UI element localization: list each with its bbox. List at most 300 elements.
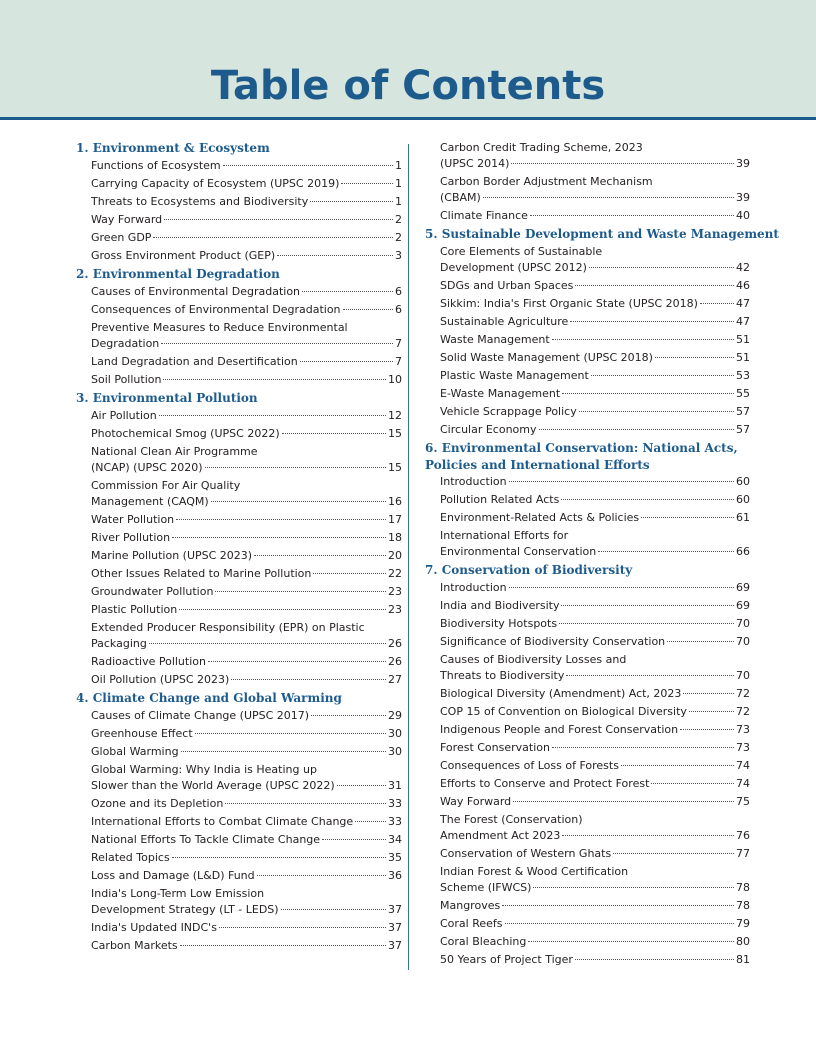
dot-leader	[613, 853, 734, 854]
dot-leader	[579, 411, 734, 412]
toc-entry[interactable]	[76, 354, 402, 372]
toc-entry-title: Packaging	[91, 637, 147, 650]
toc-entry[interactable]	[425, 404, 750, 422]
toc-entry-row	[91, 726, 402, 742]
page-number: 1	[395, 159, 402, 172]
dot-leader	[509, 481, 734, 482]
toc-entry-row	[440, 332, 750, 348]
section-heading-text: 7. Conservation of Biodiversity	[425, 563, 633, 577]
dot-leader	[689, 711, 734, 712]
toc-entry-row	[91, 230, 402, 246]
page-number: 51	[736, 351, 750, 364]
toc-entry-title: Conservation of Western Ghats	[440, 847, 612, 860]
page-number: 69	[736, 581, 750, 594]
toc-entry[interactable]	[76, 212, 402, 230]
toc-entry[interactable]	[425, 510, 750, 528]
page-number: 23	[388, 585, 402, 598]
toc-entry-row	[91, 636, 402, 652]
toc-entry[interactable]	[76, 176, 402, 194]
toc-entry[interactable]	[425, 528, 750, 562]
toc-entry[interactable]	[425, 332, 750, 350]
dot-leader	[181, 751, 386, 752]
toc-entry[interactable]	[425, 386, 750, 404]
toc-entry-row	[91, 920, 402, 936]
page-number: 33	[388, 815, 402, 828]
page-number: 53	[736, 369, 750, 382]
page-number: 10	[388, 373, 402, 386]
toc-entry[interactable]	[76, 230, 402, 248]
toc-entry[interactable]	[425, 174, 750, 208]
toc-entry-title: Significance of Biodiversity Conservation	[440, 635, 666, 648]
toc-entry-row	[91, 850, 402, 866]
page-number: 2	[395, 213, 402, 226]
toc-entry-title: Photochemical Smog (UPSC 2022)	[91, 427, 280, 440]
page-number: 30	[388, 745, 402, 758]
toc-entry[interactable]	[76, 672, 402, 690]
toc-entry[interactable]	[425, 686, 750, 704]
toc-entry-row	[91, 284, 402, 300]
toc-entry-title: Threats to Ecosystems and Biodiversity	[91, 195, 309, 208]
toc-entry-title: Gross Environment Product (GEP)	[91, 249, 276, 262]
toc-entry-title: Marine Pollution (UPSC 2023)	[91, 549, 253, 562]
dot-leader	[559, 623, 734, 624]
dot-leader	[505, 923, 734, 924]
toc-entry-row	[91, 302, 402, 318]
dot-leader	[159, 415, 386, 416]
dot-leader	[591, 375, 734, 376]
toc-entry-row	[440, 704, 750, 720]
section-heading	[76, 140, 402, 158]
toc-entry-row	[91, 938, 402, 954]
toc-entry[interactable]	[425, 846, 750, 864]
toc-entry[interactable]	[76, 194, 402, 212]
column-divider	[408, 144, 409, 970]
toc-entry-title: Indigenous People and Forest Conservation	[440, 723, 679, 736]
toc-entry[interactable]	[425, 422, 750, 440]
toc-entry-line1: National Clean Air Programme	[91, 445, 258, 458]
toc-entry[interactable]	[76, 444, 402, 478]
toc-entry-title: Oil Pollution (UPSC 2023)	[91, 673, 230, 686]
dot-leader	[172, 537, 386, 538]
page-number: 3	[395, 249, 402, 262]
toc-entry[interactable]	[425, 314, 750, 332]
toc-entry[interactable]	[425, 864, 750, 898]
dot-leader	[277, 255, 393, 256]
section-heading	[425, 562, 750, 580]
page-number: 73	[736, 741, 750, 754]
dot-leader	[561, 499, 734, 500]
toc-entry[interactable]	[76, 814, 402, 832]
toc-entry-title: Coral Bleaching	[440, 935, 527, 948]
toc-entry-title: Soil Pollution	[91, 373, 162, 386]
toc-entry-line1: India's Long-Term Low Emission	[91, 887, 265, 900]
dot-leader	[562, 835, 734, 836]
page-number: 61	[736, 511, 750, 524]
toc-entry-title: Solid Waste Management (UPSC 2018)	[440, 351, 653, 364]
toc-entry[interactable]	[76, 158, 402, 176]
page-number: 37	[388, 939, 402, 952]
toc-entry[interactable]	[425, 634, 750, 652]
toc-entry-line1: Preventive Measures to Reduce Environmental	[91, 321, 348, 334]
section-heading-text: 4. Climate Change and Global Warming	[76, 691, 342, 705]
toc-entry[interactable]	[425, 296, 750, 314]
toc-entry-row	[91, 426, 402, 442]
toc-entry-row	[440, 278, 750, 294]
toc-entry-title: Threats to Biodiversity	[440, 669, 565, 682]
toc-entry[interactable]	[425, 952, 750, 970]
page-number: 74	[736, 759, 750, 772]
dot-leader	[164, 219, 393, 220]
toc-entry-row	[440, 880, 750, 896]
toc-entry-title: Forest Conservation	[440, 741, 550, 754]
toc-entry-line1: Commission For Air Quality	[91, 479, 241, 492]
dot-leader	[179, 609, 386, 610]
toc-entry-title: Coral Reefs	[440, 917, 503, 930]
dot-leader	[552, 339, 734, 340]
toc-entry-row	[440, 740, 750, 756]
toc-entry-row	[440, 668, 750, 684]
toc-entry-title: Management (CAQM)	[91, 495, 209, 508]
toc-entry-title: Environmental Conservation	[440, 545, 597, 558]
section-heading-text: 3. Environmental Pollution	[76, 391, 258, 405]
toc-entry[interactable]	[76, 938, 402, 956]
page-number: 70	[736, 669, 750, 682]
toc-entry-row	[91, 602, 402, 618]
toc-entry-line1: Causes of Biodiversity Losses and	[440, 653, 627, 666]
page-number: 26	[388, 637, 402, 650]
toc-entry[interactable]	[76, 762, 402, 796]
page-number: 70	[736, 617, 750, 630]
toc-entry[interactable]	[76, 372, 402, 390]
page-number: 7	[395, 355, 402, 368]
toc-entry[interactable]	[425, 208, 750, 226]
toc-entry-row	[440, 208, 750, 224]
toc-entry-row	[91, 672, 402, 688]
page-number: 69	[736, 599, 750, 612]
toc-entry-row	[440, 260, 750, 276]
toc-entry[interactable]	[425, 350, 750, 368]
page-number: 23	[388, 603, 402, 616]
toc-entry-row	[440, 492, 750, 508]
toc-entry[interactable]	[425, 704, 750, 722]
toc-entry[interactable]	[425, 598, 750, 616]
toc-right-column	[425, 140, 779, 970]
page-number: 51	[736, 333, 750, 346]
dot-leader	[180, 945, 386, 946]
page-number: 78	[736, 899, 750, 912]
page-number: 60	[736, 493, 750, 506]
page-number: 33	[388, 797, 402, 810]
toc-entry-title: Water Pollution	[91, 513, 175, 526]
page-number: 76	[736, 829, 750, 842]
dot-leader	[667, 641, 734, 642]
toc-entry-row	[91, 778, 402, 794]
dot-leader	[562, 393, 734, 394]
toc-entry-row	[440, 898, 750, 914]
page-number: 22	[388, 567, 402, 580]
dot-leader	[575, 285, 734, 286]
toc-entry[interactable]	[76, 886, 402, 920]
toc-entry[interactable]	[425, 758, 750, 776]
toc-entry[interactable]	[76, 320, 402, 354]
toc-entry[interactable]	[425, 474, 750, 492]
toc-entry[interactable]	[76, 796, 402, 814]
toc-entry-title: Biological Diversity (Amendment) Act, 2023	[440, 687, 682, 700]
section-heading	[425, 226, 779, 244]
dot-leader	[530, 215, 734, 216]
toc-entry-row	[91, 194, 402, 210]
toc-entry[interactable]	[425, 812, 750, 846]
page-number: 12	[388, 409, 402, 422]
dot-leader	[153, 237, 393, 238]
toc-entry-title: Consequences of Environmental Degradation	[91, 303, 341, 316]
toc-entry-title: Introduction	[440, 581, 507, 594]
toc-entry-title: 50 Years of Project Tiger	[440, 953, 573, 966]
toc-entry-title: Green GDP	[91, 231, 152, 244]
toc-entry-row	[91, 158, 402, 174]
toc-entry-title: Ozone and its Depletion	[91, 797, 224, 810]
toc-entry[interactable]	[425, 580, 750, 598]
toc-entry[interactable]	[76, 850, 402, 868]
page-number: 1	[395, 195, 402, 208]
page-number: 40	[736, 209, 750, 222]
toc-entry-row	[440, 296, 750, 312]
toc-entry-row	[440, 544, 750, 560]
dot-leader	[310, 201, 393, 202]
page-number: 16	[388, 495, 402, 508]
toc-entry-title: Way Forward	[440, 795, 512, 808]
toc-entry[interactable]	[425, 794, 750, 812]
toc-entry-row	[440, 314, 750, 330]
toc-entry-title: Plastic Waste Management	[440, 369, 589, 382]
toc-entry[interactable]	[425, 934, 750, 952]
toc-entry-title: India's Updated INDC's	[91, 921, 217, 934]
dot-leader	[502, 905, 734, 906]
toc-entry[interactable]	[76, 832, 402, 850]
toc-entry-row	[91, 372, 402, 388]
page-number: 80	[736, 935, 750, 948]
toc-entry-row	[91, 868, 402, 884]
toc-entry[interactable]	[76, 868, 402, 886]
toc-entry-title: Introduction	[440, 475, 507, 488]
dot-leader	[161, 343, 393, 344]
page-number: 72	[736, 705, 750, 718]
page-number: 6	[395, 285, 402, 298]
toc-entry-row	[440, 616, 750, 632]
dot-leader	[311, 715, 386, 716]
toc-entry-row	[91, 744, 402, 760]
toc-entry-row	[91, 212, 402, 228]
dot-leader	[589, 267, 734, 268]
page-number: 15	[388, 427, 402, 440]
page-number: 73	[736, 723, 750, 736]
page-number: 46	[736, 279, 750, 292]
toc-entry[interactable]	[425, 740, 750, 758]
page-number: 72	[736, 687, 750, 700]
section-heading-text: 1. Environment & Ecosystem	[76, 141, 270, 155]
page-number: 47	[736, 315, 750, 328]
dot-leader	[223, 165, 393, 166]
toc-entry[interactable]	[425, 492, 750, 510]
toc-entry-row	[91, 460, 402, 476]
dot-leader	[680, 729, 734, 730]
dot-leader	[651, 783, 734, 784]
page-number: 75	[736, 795, 750, 808]
toc-entry-title: Amendment Act 2023	[440, 829, 561, 842]
toc-entry[interactable]	[425, 616, 750, 634]
toc-entry-title: Carbon Markets	[91, 939, 178, 952]
dot-leader	[254, 555, 386, 556]
toc-entry[interactable]	[76, 426, 402, 444]
toc-entry-title: SDGs and Urban Spaces	[440, 279, 574, 292]
toc-entry-title: Way Forward	[91, 213, 163, 226]
dot-leader	[172, 857, 386, 858]
section-heading	[425, 440, 750, 474]
toc-entry[interactable]	[76, 654, 402, 672]
toc-entry-row	[440, 794, 750, 810]
page-number: 57	[736, 423, 750, 436]
toc-entry-line1: Extended Producer Responsibility (EPR) on Plastic	[91, 621, 365, 634]
toc-entry-title: Vehicle Scrappage Policy	[440, 405, 577, 418]
section-heading	[76, 690, 402, 708]
toc-entry[interactable]	[76, 726, 402, 744]
toc-entry-title: (NCAP) (UPSC 2020)	[91, 461, 203, 474]
toc-entry-row	[440, 190, 750, 206]
toc-entry[interactable]	[76, 920, 402, 938]
dot-leader	[231, 679, 386, 680]
toc-entry-title: Global Warming	[91, 745, 179, 758]
page-number: 7	[395, 337, 402, 350]
toc-entry-row	[440, 758, 750, 774]
dot-leader	[176, 519, 386, 520]
page-number: 37	[388, 903, 402, 916]
toc-entry[interactable]	[76, 584, 402, 602]
toc-entry-title: Land Degradation and Desertification	[91, 355, 298, 368]
toc-entry[interactable]	[425, 244, 750, 278]
toc-entry-title: Air Pollution	[91, 409, 157, 422]
dot-leader	[302, 291, 393, 292]
dot-leader	[570, 321, 734, 322]
toc-entry[interactable]	[76, 744, 402, 762]
toc-entry-title: Groundwater Pollution	[91, 585, 214, 598]
toc-entry-line1: The Forest (Conservation)	[440, 813, 583, 826]
toc-entry[interactable]	[425, 140, 750, 174]
toc-entry[interactable]	[76, 408, 402, 426]
page-number: 77	[736, 847, 750, 860]
toc-entry-row	[91, 708, 402, 724]
dot-leader	[566, 675, 734, 676]
page-number: 78	[736, 881, 750, 894]
dot-leader	[300, 361, 393, 362]
toc-entry[interactable]	[425, 776, 750, 794]
page-number: 39	[736, 157, 750, 170]
page-number: 39	[736, 191, 750, 204]
section-heading-text: 2. Environmental Degradation	[76, 267, 280, 281]
page-number: 27	[388, 673, 402, 686]
dot-leader	[149, 643, 386, 644]
dot-leader	[528, 941, 734, 942]
page-number: 2	[395, 231, 402, 244]
toc-entry[interactable]	[425, 722, 750, 740]
toc-entry-title: E-Waste Management	[440, 387, 561, 400]
toc-entry-row	[440, 686, 750, 702]
toc-entry-title: (UPSC 2014)	[440, 157, 510, 170]
toc-entry-title: Pollution Related Acts	[440, 493, 560, 506]
toc-entry[interactable]	[425, 368, 750, 386]
page-number: 47	[736, 297, 750, 310]
page-number: 57	[736, 405, 750, 418]
toc-entry-row	[440, 368, 750, 384]
toc-entry-title: Sikkim: India's First Organic State (UPSC 2018)	[440, 297, 698, 310]
toc-entry-line1: Global Warming: Why India is Heating up	[91, 763, 317, 776]
page-number: 35	[388, 851, 402, 864]
toc-entry[interactable]	[76, 478, 402, 512]
toc-entry-line1: Carbon Border Adjustment Mechanism	[440, 175, 653, 188]
dot-leader	[257, 875, 386, 876]
toc-entry-row	[440, 156, 750, 172]
page-title: Table of Contents	[210, 63, 606, 109]
toc-entry-row	[440, 580, 750, 596]
section-heading-text: Policies and International Efforts	[425, 458, 650, 472]
toc-entry-row	[91, 832, 402, 848]
toc-entry[interactable]	[76, 620, 402, 654]
dot-leader	[511, 163, 734, 164]
toc-entry[interactable]	[76, 708, 402, 726]
toc-entry-row	[91, 354, 402, 370]
dot-leader	[355, 821, 386, 822]
toc-entry[interactable]	[76, 530, 402, 548]
page-number: 60	[736, 475, 750, 488]
toc-entry-row	[440, 776, 750, 792]
toc-entry-title: India and Biodiversity	[440, 599, 560, 612]
dot-leader	[552, 747, 734, 748]
toc-entry-title: Sustainable Agriculture	[440, 315, 569, 328]
dot-leader	[219, 927, 386, 928]
toc-entry-title: Causes of Environmental Degradation	[91, 285, 301, 298]
toc-entry[interactable]	[76, 302, 402, 320]
toc-entry[interactable]	[425, 916, 750, 934]
page-number: 17	[388, 513, 402, 526]
toc-entry[interactable]	[76, 566, 402, 584]
toc-entry-title: Development (UPSC 2012)	[440, 261, 587, 274]
toc-entry-title: Other Issues Related to Marine Pollution	[91, 567, 312, 580]
toc-entry[interactable]	[76, 284, 402, 302]
toc-entry[interactable]	[76, 248, 402, 266]
dot-leader	[341, 183, 393, 184]
page-number: 74	[736, 777, 750, 790]
dot-leader	[205, 467, 386, 468]
toc-entry[interactable]	[425, 652, 750, 686]
toc-entry[interactable]	[76, 512, 402, 530]
toc-entry-title: Development Strategy (LT - LEDS)	[91, 903, 279, 916]
toc-entry[interactable]	[425, 278, 750, 296]
dot-leader	[313, 573, 386, 574]
toc-entry[interactable]	[76, 602, 402, 620]
page-number: 34	[388, 833, 402, 846]
toc-entry[interactable]	[425, 898, 750, 916]
page-number: 31	[388, 779, 402, 792]
toc-entry-row	[440, 474, 750, 490]
dot-leader	[195, 733, 386, 734]
toc-entry-row	[91, 654, 402, 670]
toc-entry-line1: Indian Forest & Wood Certification	[440, 865, 629, 878]
toc-entry-row	[440, 952, 750, 968]
toc-entry[interactable]	[76, 548, 402, 566]
dot-leader	[343, 309, 393, 310]
toc-entry-row	[91, 548, 402, 564]
toc-entry-row	[440, 722, 750, 738]
dot-leader	[575, 959, 734, 960]
